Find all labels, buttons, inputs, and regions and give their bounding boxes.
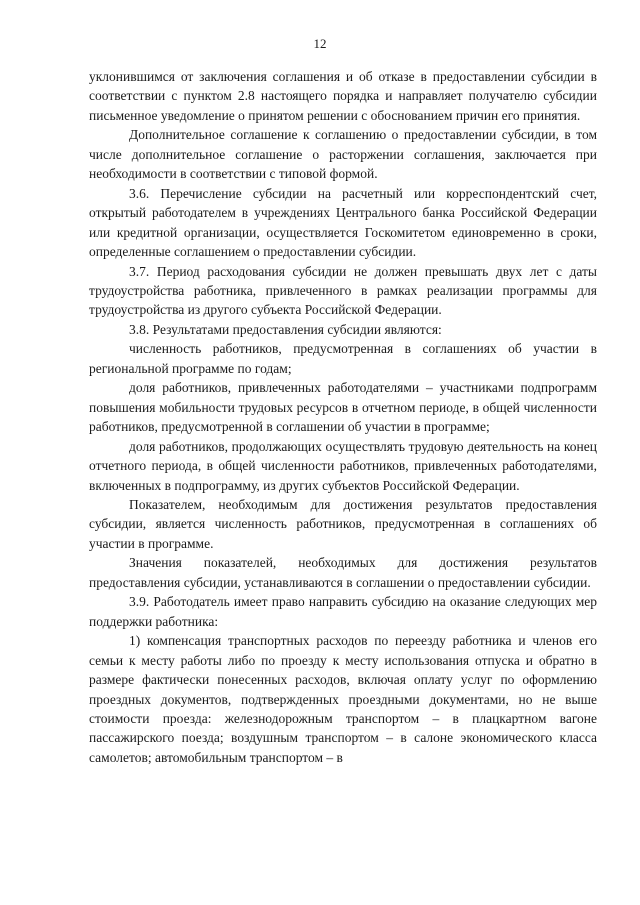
paragraph-3-8: 3.8. Результатами предоставления субсидии являются: [129,321,442,337]
page-number: 12 [313,36,327,51]
paragraph-3-6: 3.6. Перечисление субсидии на расчетный или корреспондентский счет, открытый работодателем в учреждениях Центрального банка Российской Федерации или кредитной организации, осуществляется Госкомитетом единовременно в сроки, определенные соглашением о предоставлении субсидии. [89,185,597,260]
paragraph-indicator-values: Значения показателей, необходимых для достижения результатов предоставления субсидии, устанавливаются в соглашении о предоставлении субсидии. [89,555,597,590]
paragraph-continuation: уклонившимся от заключения соглашения и об отказе в предоставлении субсидии в соответствии с пунктом 2.8 настоящего порядка и направляет получателю субсидии письменное уведомление о принятом решении с обоснованием причин его принятия. [89,69,597,123]
support-measure-1: 1) компенсация транспортных расходов по переезду работника и членов его семьи к месту работы либо по проезду к месту использования отпуска и обратно в размере фактически понесенных расходов, включая оплату услуг по оформлению проездных документов, подтвержденных проездными документами, но не выше стоимости проезда: железнодорожным транспортом – в плацкартном вагоне пассажирского поезда; воздушным транспортом – в салоне экономического класса самолетов; автомобильным транспортом – в [89,633,597,765]
paragraph-indicator: Показателем, необходимым для достижения результатов предоставления субсидии, является численность работников, предусмотренная в соглашениях об участии в программе. [89,496,597,551]
paragraph-3-9: 3.9. Работодатель имеет право направить субсидию на оказание следующих мер поддержки работника: [89,594,597,629]
result-item-share-attracted: доля работников, привлеченных работодателями – участниками подпрограмм повышения мобильности трудовых ресурсов в отчетном периоде, в общей численности работников, предусмотренной в соглашении об участии в программе; [89,380,597,435]
result-item-headcount: численность работников, предусмотренная в соглашениях об участии в региональной программе по годам; [89,341,597,376]
document-body [89,67,597,767]
paragraph-3-7: 3.7. Период расходования субсидии не должен превышать двух лет с даты трудоустройства работника, привлеченного в рамках реализации программы для трудоустройства из другого субъекта Российской Федерации. [89,263,597,318]
paragraph-additional-agreement: Дополнительное соглашение к соглашению о предоставлении субсидии, в том числе дополнительное соглашение о расторжении соглашения, заключается при необходимости в соответствии с типовой формой. [89,127,597,182]
result-item-share-continuing: доля работников, продолжающих осуществлять трудовую деятельность на конец отчетного периода, в общей численности работников, привлеченных работодателями, включенных в подпрограмму, из других субъектов Российской Федерации. [89,438,597,493]
